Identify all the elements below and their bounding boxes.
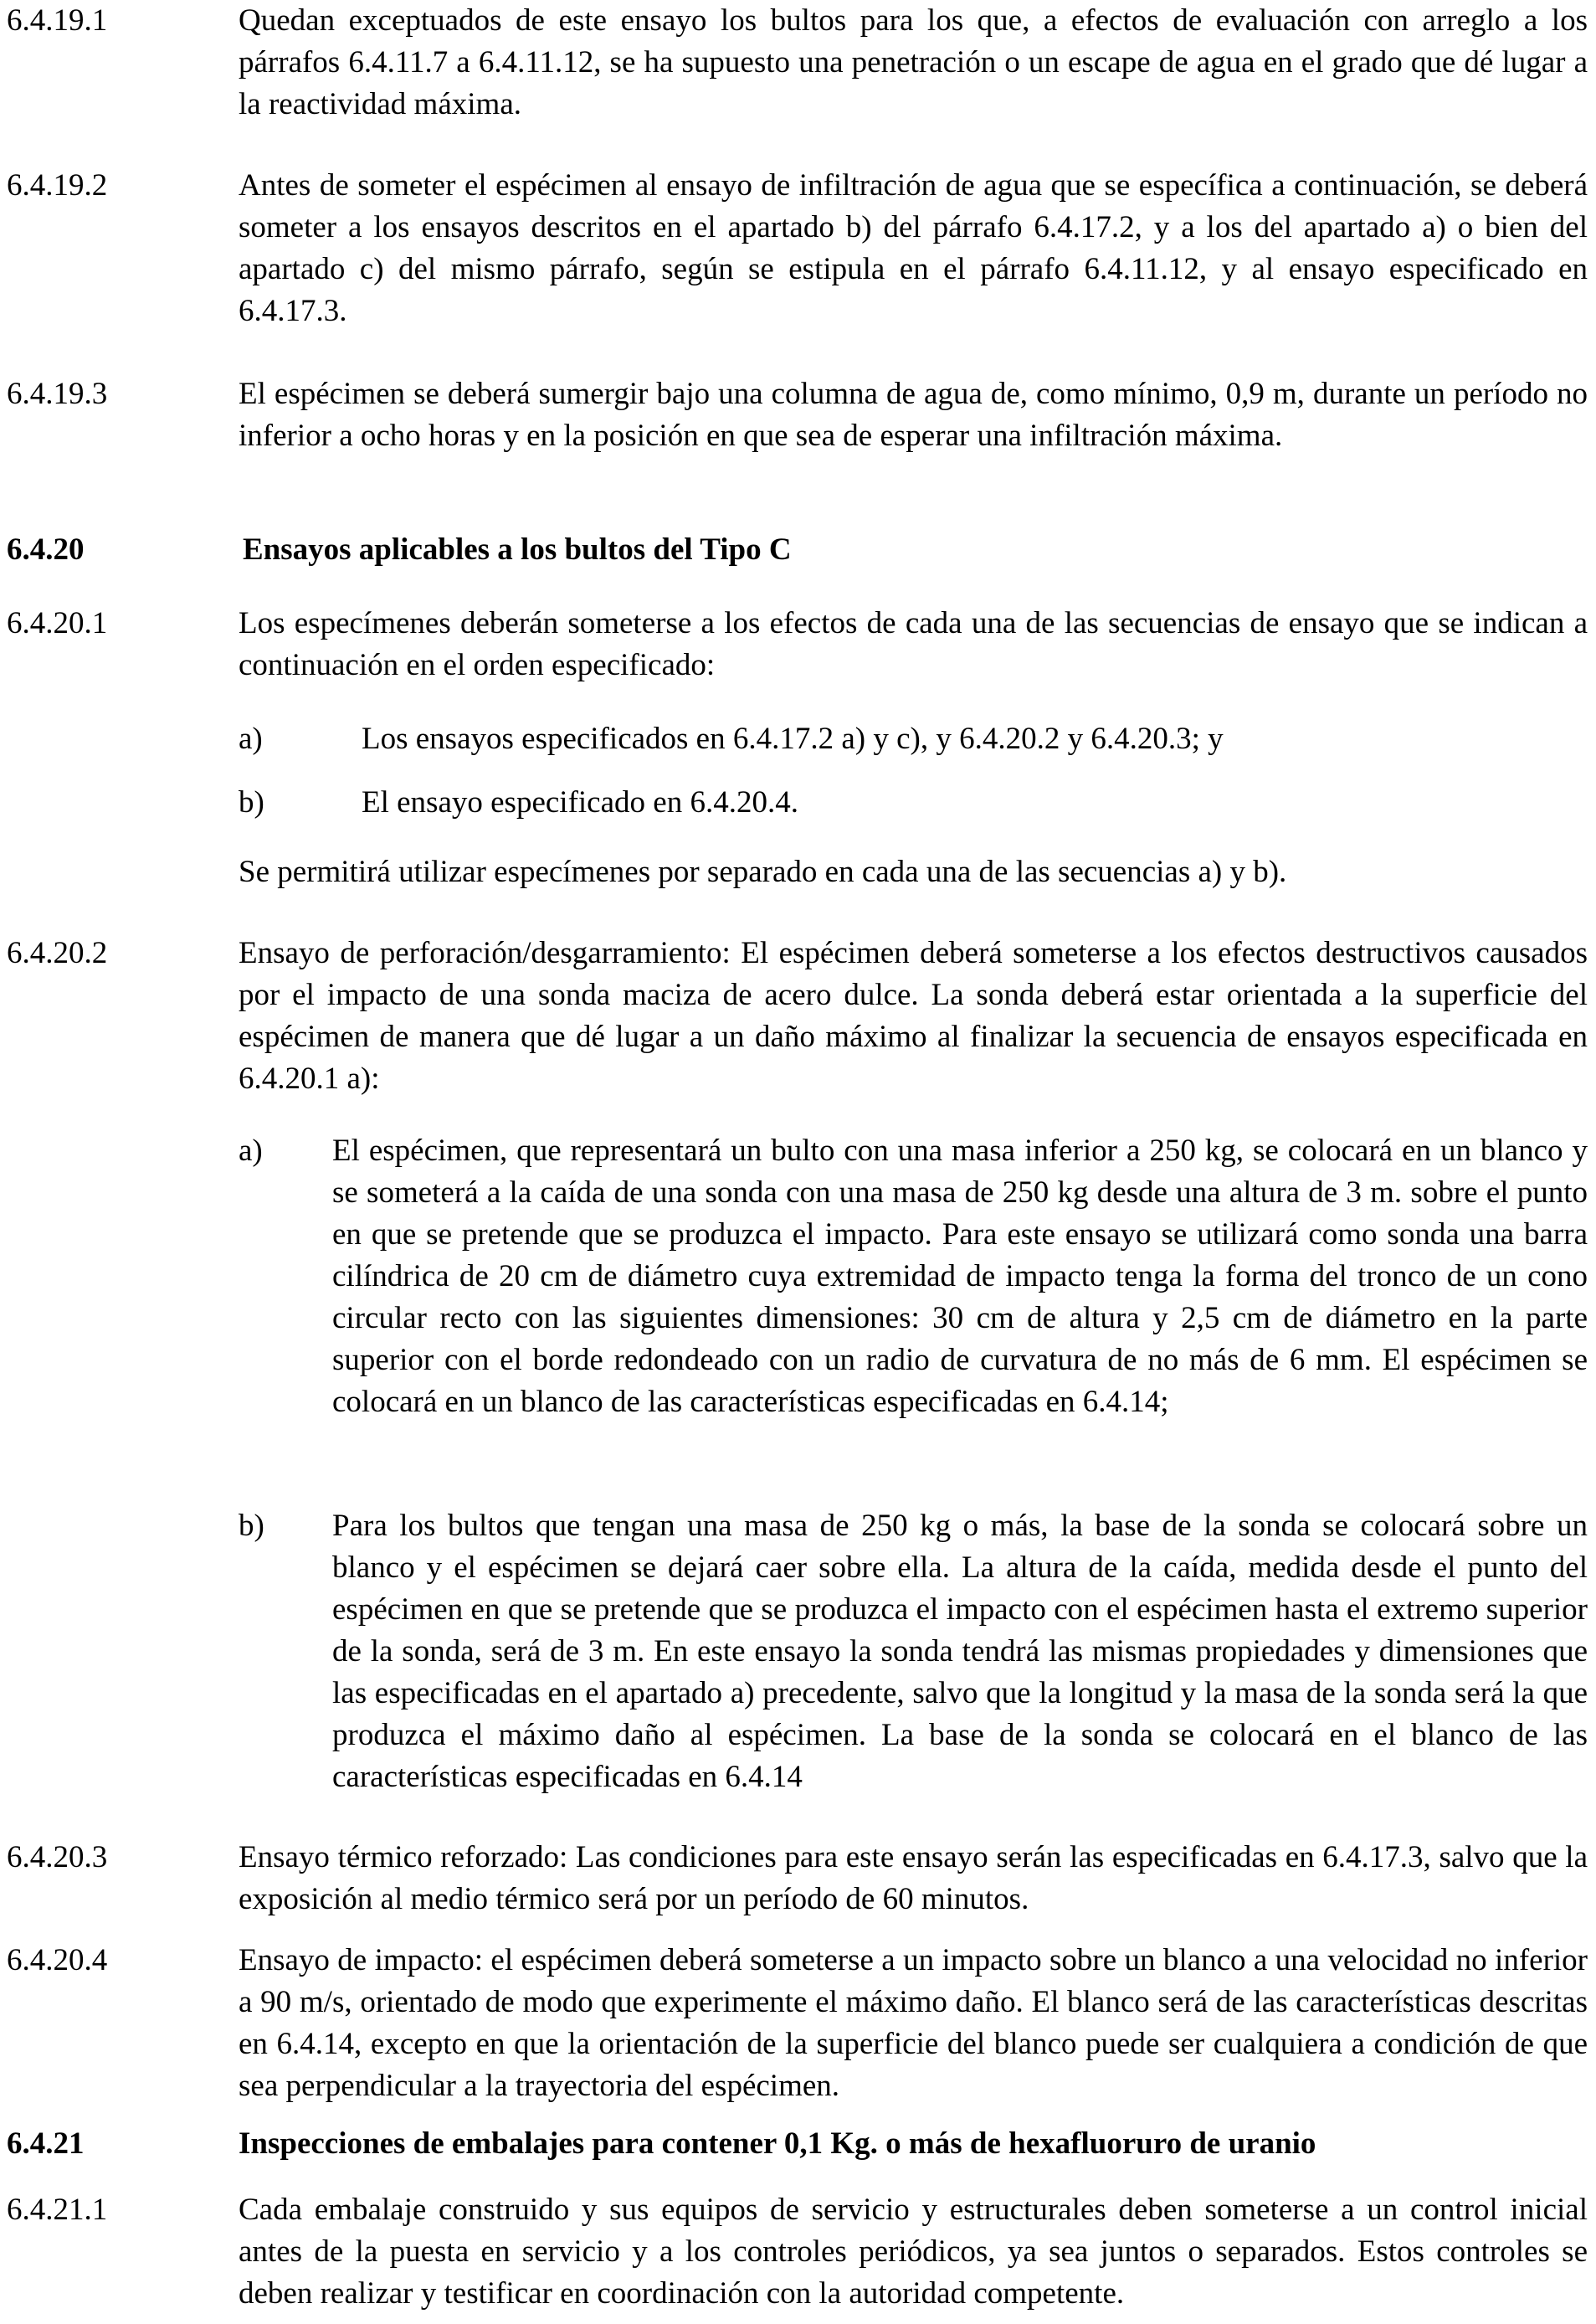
paragraph-number: 6.4.20.4 bbox=[7, 1943, 108, 1977]
paragraph-number: 6.4.19.3 bbox=[7, 377, 108, 411]
paragraph-number: 6.4.20.3 bbox=[7, 1840, 108, 1874]
paragraph-note: Se permitirá utilizar especímenes por separado en cada una de las secuencias a) y b). bbox=[239, 855, 1287, 889]
list-item-label: b) bbox=[239, 785, 264, 820]
list-item-text: Para los bultos que tengan una masa de 250 kg o más, la base de la sonda se colocará sobre un blanco y el espécimen se dejará caer sobre ella. La altura de la caída, medida desde el punto del espécimen en que se pretende que se produzca el impacto con el espécimen hasta el extremo superior de la sonda, será de 3 m. En este ensayo la sonda tendrá las mismas propiedades y dimensiones que las especificadas en el apartado a) precedente, salvo que la longitud y la masa de la sonda será la que produzca el máximo daño al espécimen. La base de la sonda se colocará en el blanco de las características especificadas en 6.4.14 bbox=[332, 1509, 1588, 1794]
section-number: 6.4.20 bbox=[7, 532, 85, 567]
list-item-text: El espécimen, que representará un bulto con una masa inferior a 250 kg, se colocará en un blanco y se someterá a la caída de una sonda con una masa de 250 kg desde una altura de 3 m. sobre el punto en que se pretende que se produzca el impacto. Para este ensayo se utilizará como sonda una barra cilíndrica de 20 cm de diámetro cuya extremidad de impacto tenga la forma del tronco de un cono circular recto con las siguientes dimensiones: 30 cm de altura y 2,5 cm de diámetro en la parte superior con el borde redondeado con un radio de curvatura de no más de 6 mm. El espécimen se colocará en un blanco de las características especificadas en 6.4.14; bbox=[332, 1134, 1588, 1419]
paragraph-number: 6.4.20.1 bbox=[7, 606, 108, 640]
section-title: Inspecciones de embalajes para contener 0,1 Kg. o más de hexafluoruro de uranio bbox=[239, 2126, 1316, 2161]
list-item-label: a) bbox=[239, 1134, 263, 1168]
paragraph-text: Quedan exceptuados de este ensayo los bultos para los que, a efectos de evaluación con arreglo a los párrafos 6.4.11.7 a 6.4.11.12, se ha supuesto una penetración o un escape de agua en el grado que dé lugar a la reactividad máxima. bbox=[239, 3, 1588, 121]
list-item-text: El ensayo especificado en 6.4.20.4. bbox=[362, 785, 798, 820]
paragraph-text: Antes de someter el espécimen al ensayo de infiltración de agua que se específica a continuación, se deberá someter a los ensayos descritos en el apartado b) del párrafo 6.4.17.2, y a los del apartado a) o bien del apartado c) del mismo párrafo, según se estipula en el párrafo 6.4.11.12, y al ensayo especificado en 6.4.17.3. bbox=[239, 168, 1588, 328]
paragraph-number: 6.4.20.2 bbox=[7, 936, 108, 970]
paragraph-text: Ensayo térmico reforzado: Las condiciones para este ensayo serán las especificadas en 6.4.17.3, salvo que la exposición al medio térmico será por un período de 60 minutos. bbox=[239, 1840, 1588, 1916]
paragraph-number: 6.4.21.1 bbox=[7, 2193, 108, 2227]
list-item-label: a) bbox=[239, 722, 263, 756]
paragraph-text: Ensayo de perforación/desgarramiento: El espécimen deberá someterse a los efectos destructivos causados por el impacto de una sonda maciza de acero dulce. La sonda deberá estar orientada a la superficie del espécimen de manera que dé lugar a un daño máximo al finalizar la secuencia de ensayos especificada en 6.4.20.1 a): bbox=[239, 936, 1588, 1096]
paragraph-text: Ensayo de impacto: el espécimen deberá someterse a un impacto sobre un blanco a una velocidad no inferior a 90 m/s, orientado de modo que experimente el máximo daño. El blanco será de las características descritas en 6.4.14, excepto en que la orientación de la superficie del blanco puede ser cualquiera a condición de que sea perpendicular a la trayectoria del espécimen. bbox=[239, 1943, 1588, 2103]
section-number: 6.4.21 bbox=[7, 2126, 85, 2161]
list-item-label: b) bbox=[239, 1509, 264, 1543]
paragraph-text: Cada embalaje construido y sus equipos de servicio y estructurales deben someterse a un control inicial antes de la puesta en servicio y a los controles periódicos, ya sea juntos o separados. Estos controles se deben realizar y testificar en coordinación con la autoridad competente. bbox=[239, 2193, 1588, 2311]
list-item-text: Los ensayos especificados en 6.4.17.2 a) y c), y 6.4.20.2 y 6.4.20.3; y bbox=[362, 722, 1224, 756]
section-title: Ensayos aplicables a los bultos del Tipo C bbox=[243, 532, 792, 567]
paragraph-number: 6.4.19.2 bbox=[7, 168, 108, 203]
paragraph-number: 6.4.19.1 bbox=[7, 3, 108, 38]
paragraph-text: Los especímenes deberán someterse a los efectos de cada una de las secuencias de ensayo que se indican a continuación en el orden especificado: bbox=[239, 606, 1588, 682]
paragraph-text: El espécimen se deberá sumergir bajo una columna de agua de, como mínimo, 0,9 m, durante un período no inferior a ocho horas y en la posición en que sea de esperar una infiltración máxima. bbox=[239, 377, 1588, 453]
